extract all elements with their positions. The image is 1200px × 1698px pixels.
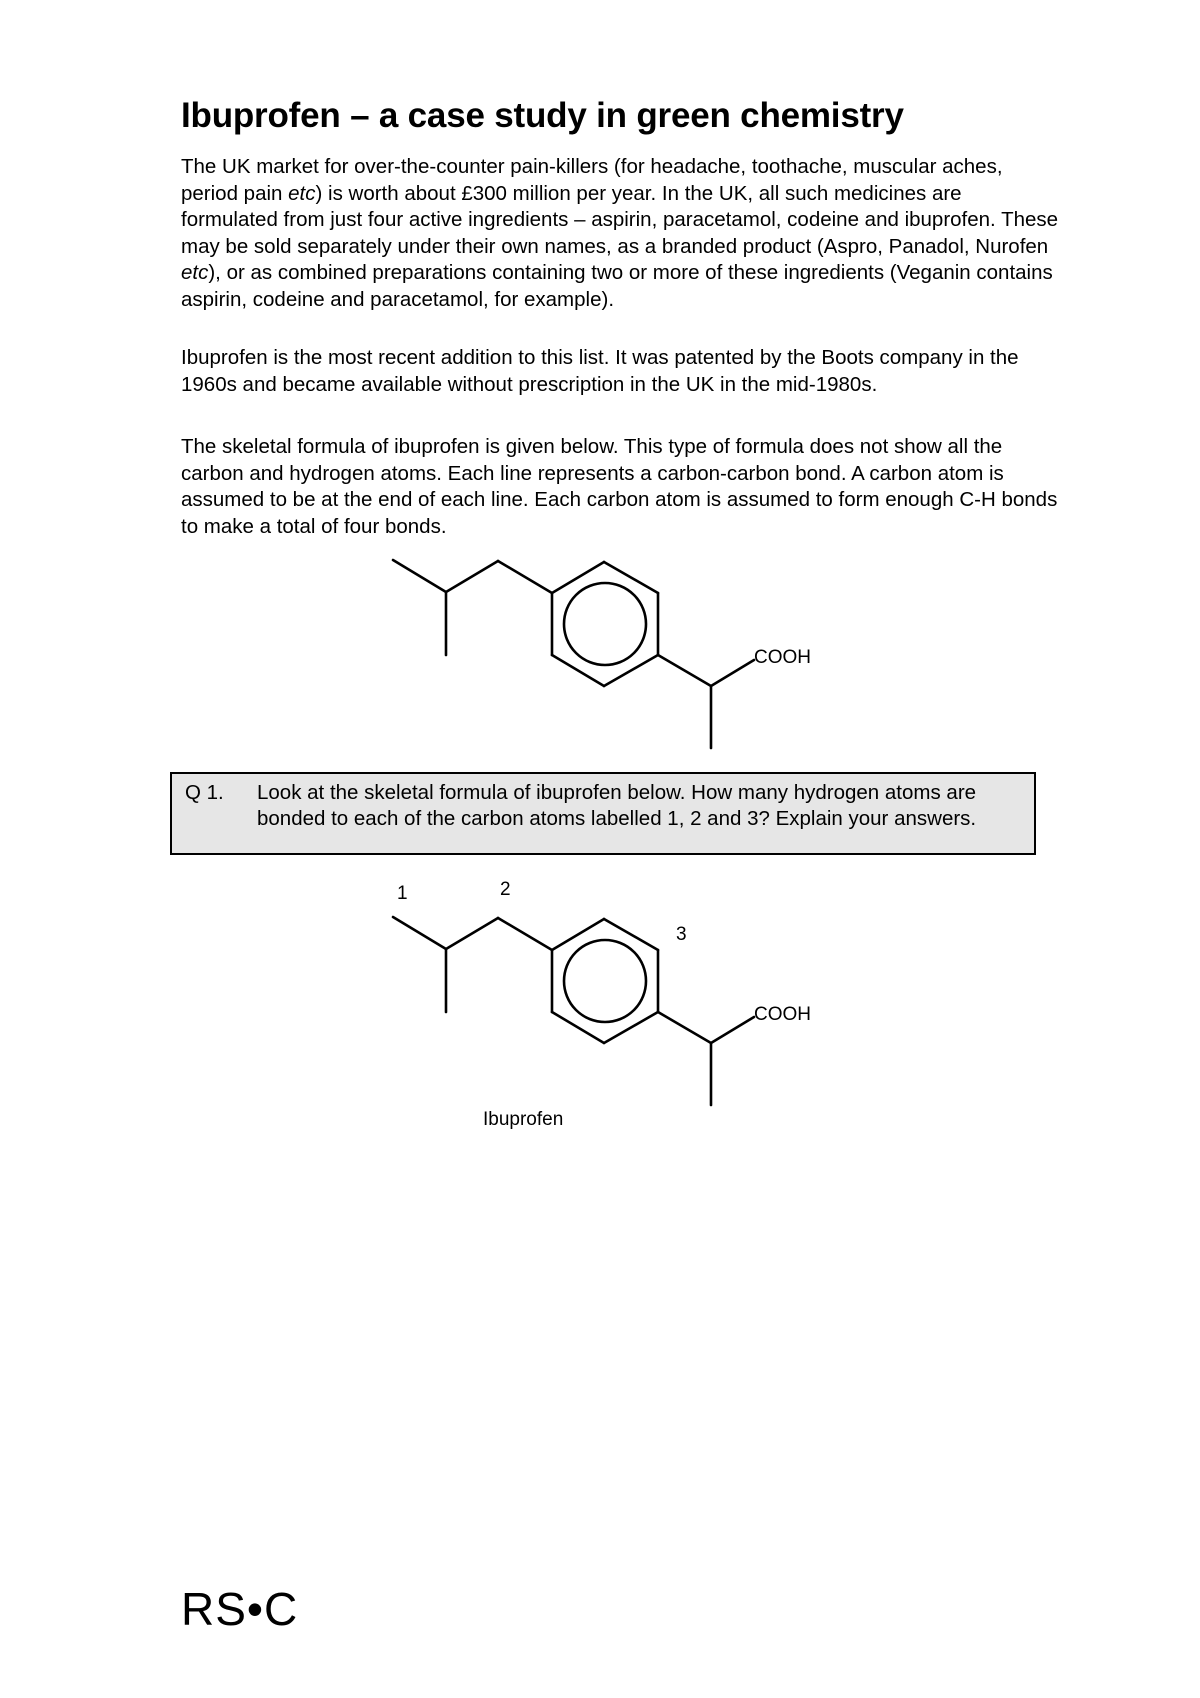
molecule-2-cooh-label: COOH [754, 1004, 811, 1025]
question-text: Look at the skeletal formula of ibuprofen below. How many hydrogen atoms are bonded to each of the carbon atoms labelled 1, 2 and 3? Explain your answers. [257, 781, 977, 830]
history-paragraph: Ibuprofen is the most recent addition to this list. It was patented by the Boots company in the 1960s and became available without prescription in the UK in the mid-1980s. [181, 346, 1019, 396]
intro-etc-1: etc [288, 181, 316, 205]
question-number: Q 1. [185, 781, 224, 804]
atom-label-2: 2 [500, 879, 511, 900]
atom-label-3: 3 [676, 924, 687, 945]
atom-label-1: 1 [397, 883, 408, 904]
molecule-1-cooh-label: COOH [754, 647, 811, 668]
intro-text-a: The UK market for over-the-counter pain-killers (for headache, toothache, muscular aches, period pain [181, 155, 1003, 205]
molecule-2-bonds [393, 917, 754, 1105]
rsc-logo: RS•C [181, 1583, 299, 1635]
skeletal-formula-paragraph: The skeletal formula of ibuprofen is given below. This type of formula does not show all the carbon and hydrogen atoms. Each line represents a carbon-carbon bond. A carbon atom is assumed to be at the end of each line. Each carbon atom is assumed to form enough C-H bonds to make a total of four bonds. [181, 435, 1058, 538]
intro-text-c: ), or as combined preparations containing two or more of these ingredients (Veganin contains aspirin, codeine and paracetamol, for example). [181, 261, 1053, 311]
intro-etc-2: etc [181, 261, 209, 284]
molecule-caption: Ibuprofen [483, 1109, 564, 1130]
page-title: Ibuprofen – a case study in green chemistry [181, 96, 904, 135]
intro-text-b: ) is worth about £300 million per year. In the UK, all such medicines are formulated from just four active ingredients – aspirin, paracetamol, codeine and ibuprofen. These may be sold separately under their own names, as a branded product (Aspro, Panadol, Nurofen [181, 181, 1059, 258]
